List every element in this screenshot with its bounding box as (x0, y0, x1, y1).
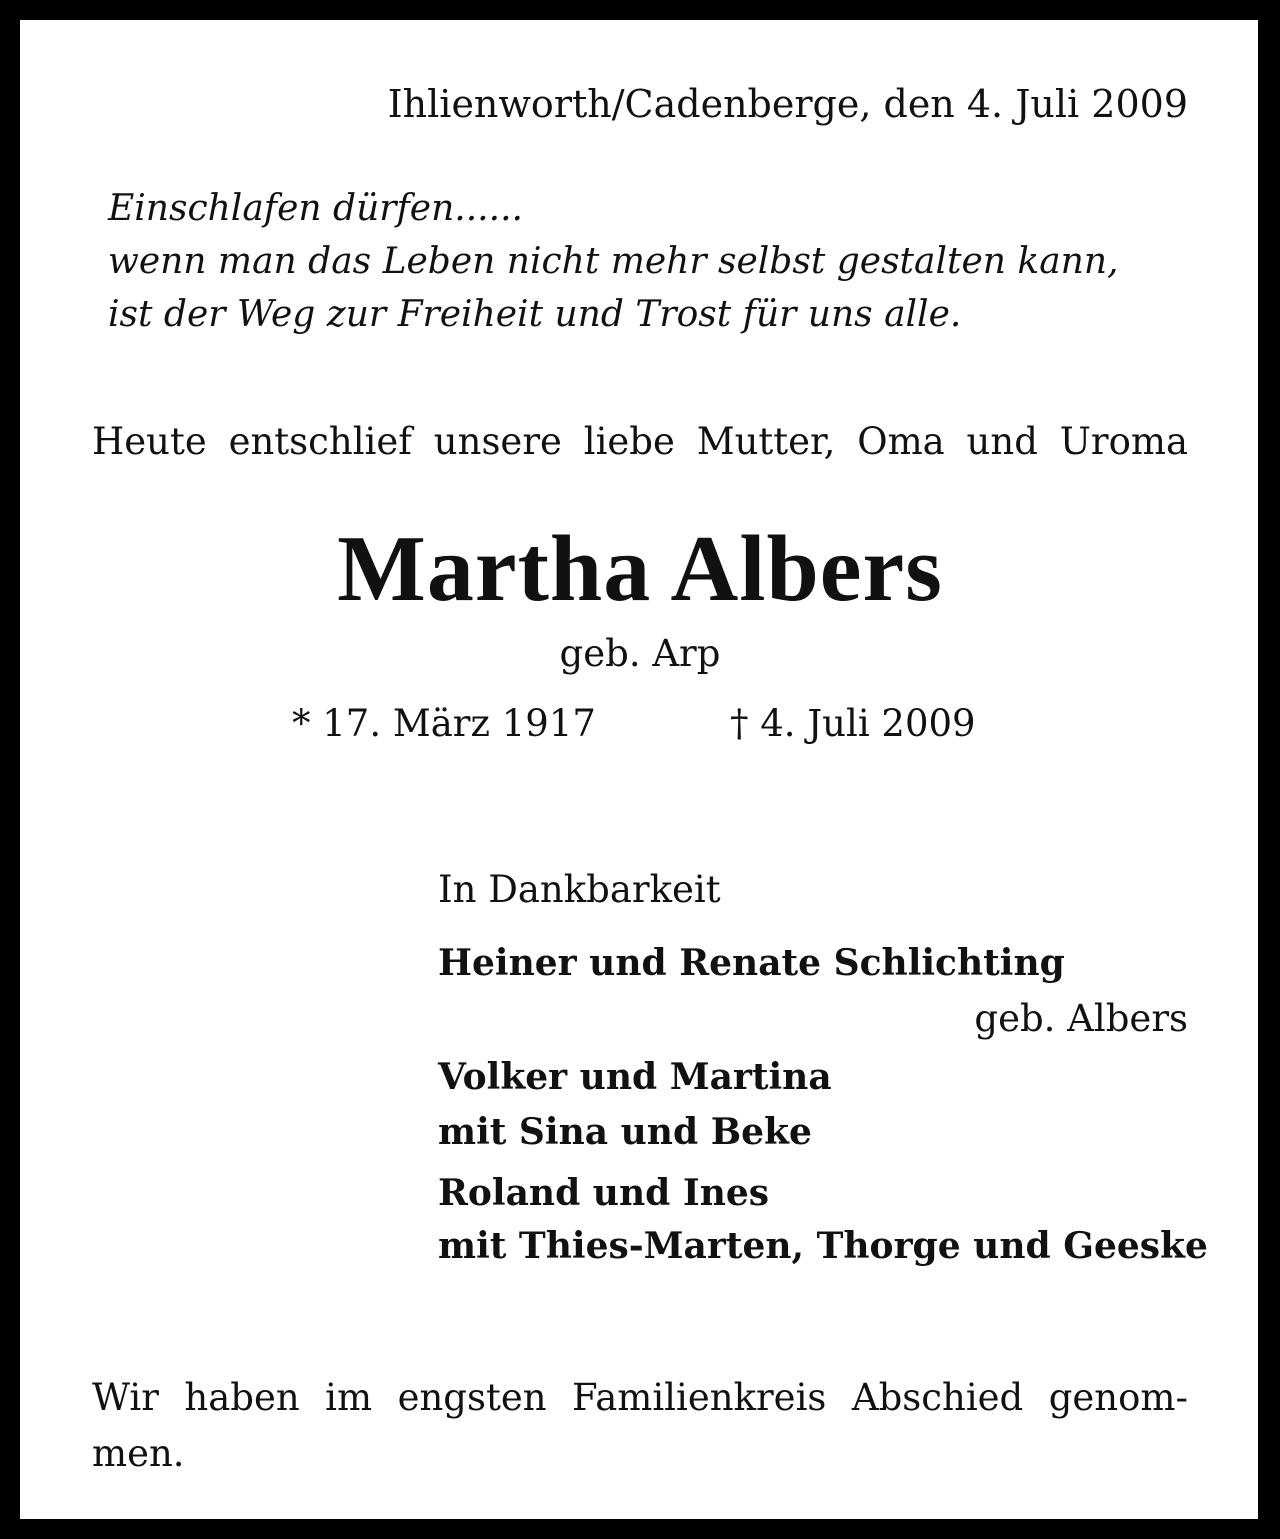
mourner-family-2: Volker und Martina (438, 1056, 832, 1098)
deceased-name: Martha Albers (337, 517, 943, 621)
mourner-family-1: Heiner und Renate Schlichting (438, 942, 1065, 984)
motto-quote (108, 182, 1208, 341)
motto-line-1: Einschlafen dürfen...... (108, 188, 523, 229)
announcement-intro: Heute entschlief unsere liebe Mutter, Oma und Uroma (92, 420, 1188, 463)
birth-date: * 17. März 1917 (292, 702, 596, 745)
farewell-line-1: Wir haben im engsten Familienkreis Abschied genom- (92, 1376, 1188, 1419)
thanks-heading: In Dankbarkeit (438, 868, 721, 911)
place-date: Ihlienworth/Cadenberge, den 4. Juli 2009 (387, 82, 1188, 126)
motto-line-2: wenn man das Leben nicht mehr selbst gestalten kann, (108, 241, 1119, 282)
mourner-family-1-maiden: geb. Albers (974, 997, 1188, 1040)
mourner-family-3: Roland und Ines (438, 1172, 770, 1214)
mourner-family-2-children: mit Sina und Beke (438, 1111, 812, 1153)
farewell-line-2: men. (92, 1432, 185, 1475)
deceased-maiden-name: geb. Arp (559, 632, 721, 675)
motto-line-3: ist der Weg zur Freiheit und Trost für uns alle. (108, 294, 962, 335)
death-date: † 4. Juli 2009 (730, 702, 976, 745)
mourner-family-3-children: mit Thies-Marten, Thorge und Geeske (438, 1225, 1208, 1267)
farewell-note (92, 1370, 1188, 1482)
